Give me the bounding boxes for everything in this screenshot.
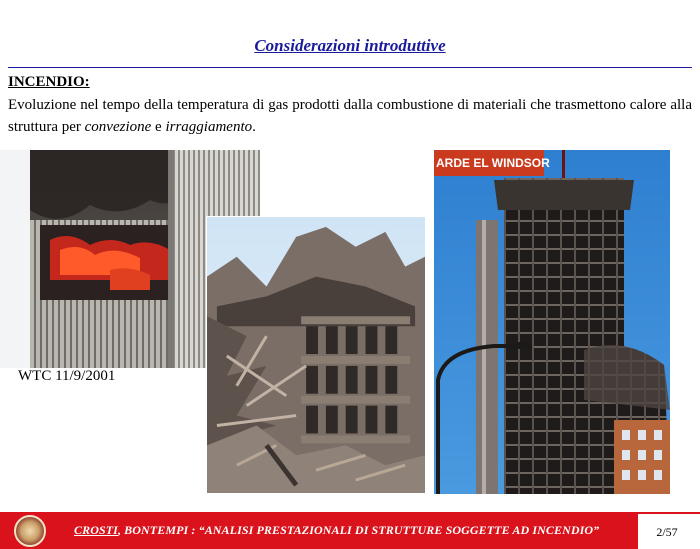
title-divider: [8, 67, 692, 68]
intro-end: .: [252, 119, 256, 135]
windsor-banner: ARDE EL WINDSOR: [436, 156, 550, 170]
page-number: 2/57: [656, 525, 678, 539]
windsor-tower-photo: [434, 150, 670, 494]
page-number-box: [638, 514, 700, 549]
footer-author-crosti: CROSTI: [74, 523, 118, 537]
collapsed-building-photo: [206, 216, 426, 494]
university-seal-icon: [14, 515, 46, 547]
slide-footer: [0, 512, 700, 549]
footer-title: , BONTEMPI : “ANALISI PRESTAZIONALI DI STRUTTURE SOGGETTE AD INCENDIO”: [117, 523, 600, 537]
footer-citation: [74, 523, 599, 538]
intro-conjunction: e: [151, 119, 166, 135]
intro-emphasis-convection: convezione: [84, 119, 152, 135]
intro-paragraph: [8, 94, 692, 138]
slide-title: Considerazioni introduttive: [254, 36, 446, 55]
intro-emphasis-radiation: irraggiamento: [165, 119, 253, 135]
intro-text: Evoluzione nel tempo della temperatura di gas prodotti dalla combustione di materiali che trasmettono calore alla struttura per: [8, 97, 692, 135]
wtc-caption: WTC 11/9/2001: [18, 368, 116, 384]
section-heading: INCENDIO:: [8, 74, 90, 90]
